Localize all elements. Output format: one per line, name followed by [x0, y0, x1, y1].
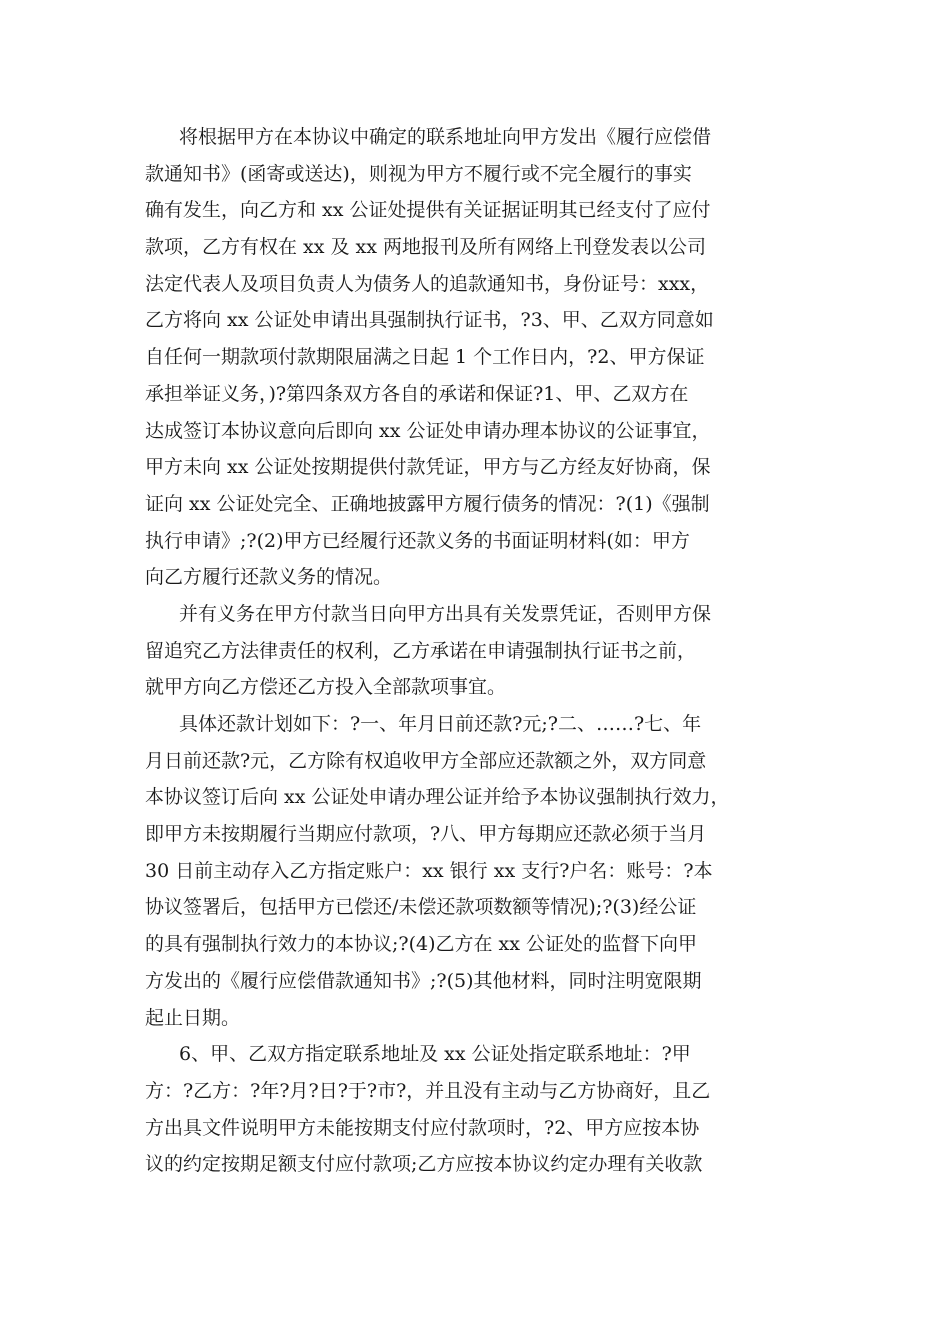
text-line: 甲方未向 xx 公证处按期提供付款凭证，甲方与乙方经友好协商，保 — [145, 456, 711, 479]
text-line: 即甲方未按期履行当期应付款项，?八、甲方每期应还款必须于当月 — [145, 823, 707, 846]
text-line: 议的约定按期足额支付应付款项;乙方应按本协议约定办理有关收款 — [145, 1153, 703, 1176]
paragraph-1 — [145, 119, 815, 596]
text-line: 6、甲、乙双方指定联系地址及 xx 公证处指定联系地址：?甲 — [179, 1043, 691, 1066]
text-line: 起止日期。 — [145, 1006, 241, 1029]
text-line: 乙方将向 xx 公证处申请出具强制执行证书，?3、甲、乙双方同意如 — [145, 309, 714, 332]
text-line: 方出具文件说明甲方未能按期支付应付款项时，?2、甲方应按本协 — [145, 1116, 700, 1139]
text-line: 向乙方履行还款义务的情况。 — [145, 566, 393, 589]
text-line: 确有发生，向乙方和 xx 公证处提供有关证据证明其已经支付了应付 — [145, 199, 711, 222]
text-line: 款项，乙方有权在 xx 及 xx 两地报刊及所有网络上刊登发表以公司 — [145, 236, 707, 259]
paragraph-2 — [145, 596, 815, 706]
text-line: 自任何一期款项付款期限届满之日起 1 个工作日内，?2、甲方保证 — [145, 346, 705, 369]
paragraph-4 — [145, 1036, 815, 1183]
text-line: 方：?乙方：?年?月?日?于?市?，并且没有主动与乙方协商好，且乙 — [145, 1079, 711, 1102]
text-line: 具体还款计划如下：?一、年月日前还款?元;?二、……?七、年 — [179, 713, 702, 735]
text-line: 的具有强制执行效力的本协议;?(4)乙方在 xx 公证处的监督下向甲 — [145, 933, 698, 956]
text-line: 达成签订本协议意向后即向 xx 公证处申请办理本协议的公证事宜， — [145, 419, 711, 442]
text-line: 证向 xx 公证处完全、正确地披露甲方履行债务的情况：?(1)《强制 — [145, 492, 710, 515]
text-line: 本协议签订后向 xx 公证处申请办理公证并给予本协议强制执行效力， — [145, 786, 730, 809]
text-line: 并有义务在甲方付款当日向甲方出具有关发票凭证，否则甲方保 — [179, 602, 712, 625]
text-line: 留追究乙方法律责任的权利，乙方承诺在申请强制执行证书之前， — [145, 639, 697, 662]
text-line: 法定代表人及项目负责人为债务人的追款通知书，身份证号：xxx， — [145, 272, 710, 295]
text-line: 协议签署后，包括甲方已偿还/未偿还款项数额等情况);?(3)经公证 — [145, 896, 697, 919]
text-line: 就甲方向乙方偿还乙方投入全部款项事宜。 — [145, 676, 507, 699]
text-line: 承担举证义务，)?第四条双方各自的承诺和保证?1、甲、乙双方在 — [145, 382, 689, 405]
text-line: 款通知书》(函寄或送达)，则视为甲方不履行或不完全履行的事实 — [145, 162, 692, 185]
document-body — [145, 119, 815, 1183]
text-line: 方发出的《履行应偿借款通知书》;?(5)其他材料，同时注明宽限期 — [145, 969, 702, 992]
text-line: 月日前还款?元，乙方除有权追收甲方全部应还款额之外，双方同意 — [145, 749, 707, 772]
text-line: 将根据甲方在本协议中确定的联系地址向甲方发出《履行应偿借 — [179, 126, 712, 148]
text-line: 30 日前主动存入乙方指定账户：xx 银行 xx 支行?户名：账号：?本 — [145, 859, 713, 882]
paragraph-3 — [145, 706, 815, 1036]
text-line: 执行申请》;?(2)甲方已经履行还款义务的书面证明材料(如：甲方 — [145, 529, 690, 552]
